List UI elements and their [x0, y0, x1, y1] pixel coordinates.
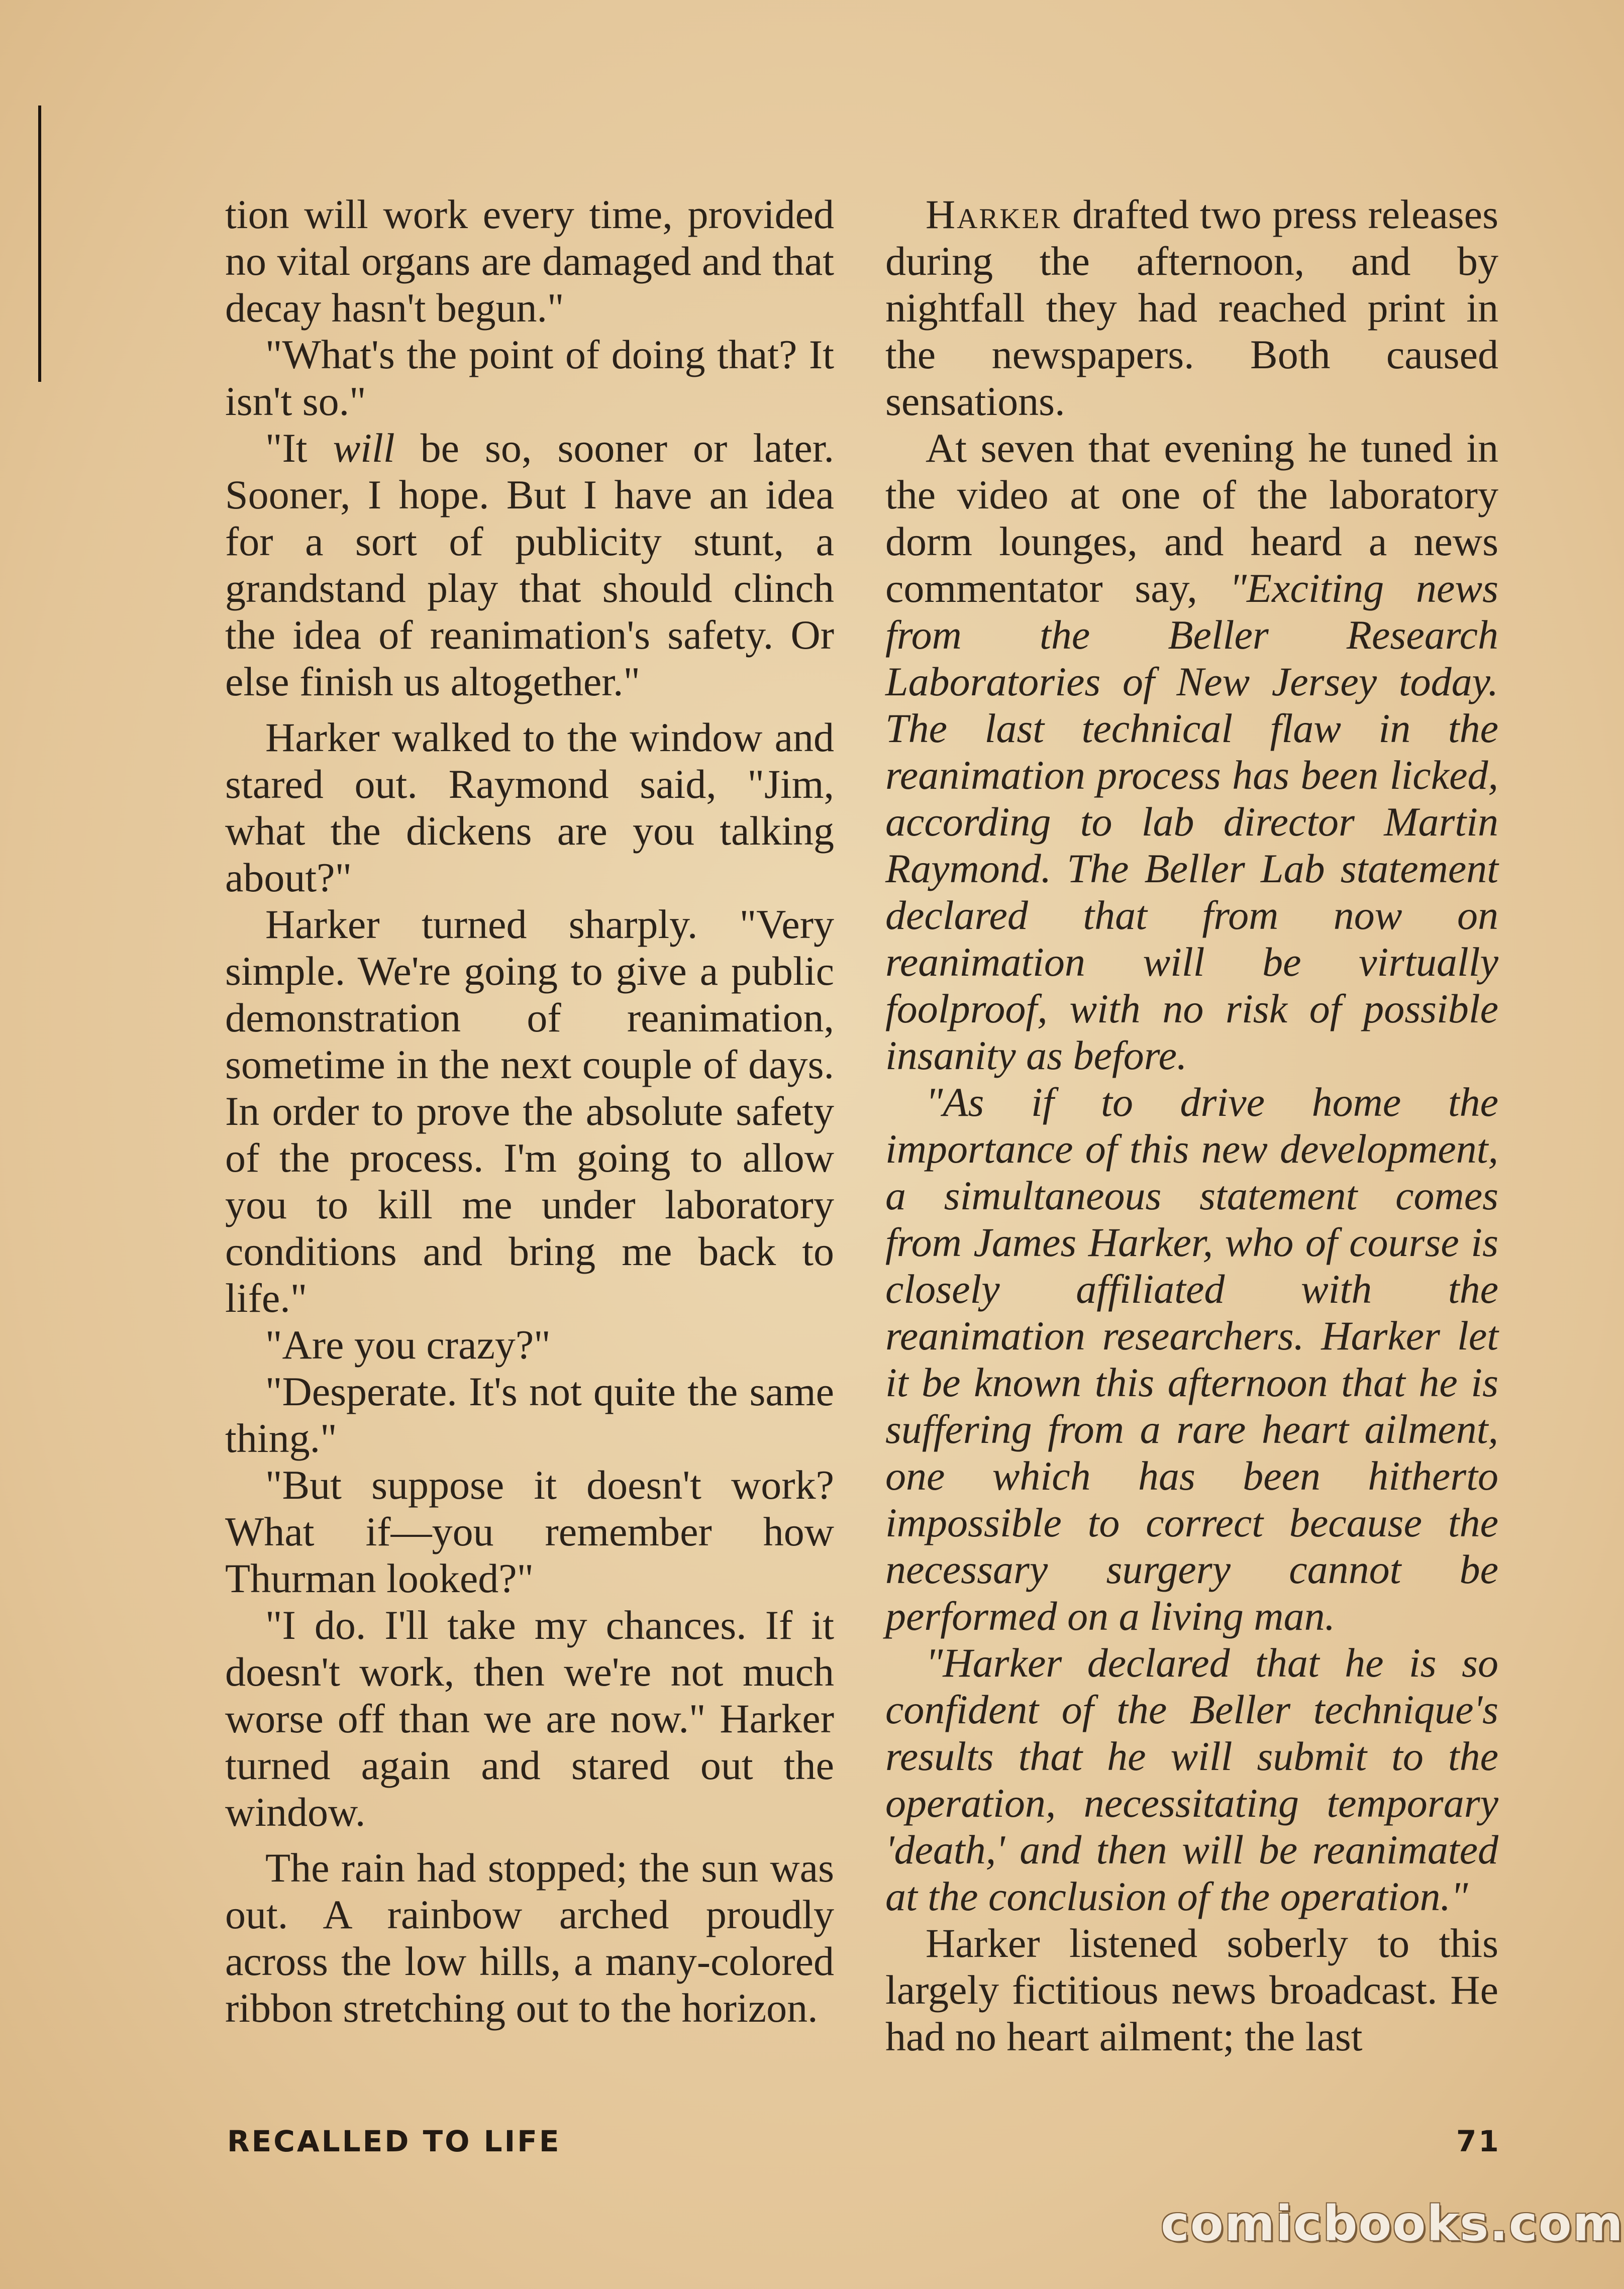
paragraph: "Desperate. It's not quite the same thing." [225, 1369, 834, 1461]
left-column [225, 191, 834, 2031]
paragraph: "Harker declared that he is so confident of the Beller technique's results that he will submit to the operation, necessitating temporary 'death,' and then will be reanimated at the conclusion of the operation." [885, 1640, 1498, 1919]
paragraph: Harker walked to the window and stared out. Raymond said, "Jim, what the dickens are you talking about?" [225, 714, 834, 900]
quoted-broadcast: "Exciting news from the Beller Research Laboratories of New Jersey today. The last technical flaw in the reanimation process has been licked, according to lab director Martin Raymond. The Beller Lab statement declared that from now on reanimation will be virtually foolproof, with no risk of possible insanity as before. [885, 565, 1498, 1078]
text-run: "It [265, 425, 333, 471]
paragraph: "I do. I'll take my chances. If it doesn't work, then we're not much worse off than we are now." Harker turned again and stared out the window. [225, 1602, 834, 1835]
paragraph: The rain had stopped; the sun was out. A rainbow arched proudly across the low hills, a many-colored ribbon stretching out to the horizon. [225, 1845, 834, 2031]
paragraph: "Are you crazy?" [265, 1322, 551, 1368]
paragraph: Harker turned sharply. "Very simple. We're going to give a public demonstration of reanimation, sometime in the next couple of days. In order to prove the absolute safety of the process. I'm going to allow you to kill me under laboratory conditions and bring me back to life." [225, 901, 834, 1321]
page-number: 71 [1456, 2124, 1501, 2158]
paragraph: "What's the point of doing that? It isn't so." [225, 332, 834, 424]
paragraph: tion will work every time, provided no vital organs are damaged and that decay hasn't begun." [225, 191, 834, 331]
paragraph: "As if to drive home the importance of this new development, a simultaneous statement comes from James Harker, who of course is closely affiliated with the reanimation researchers. Harker let it be known this afternoon that he is suffering from a rare heart ailment, one which has been hitherto impossible to correct because the necessary surgery cannot be performed on a living man. [885, 1079, 1498, 1639]
right-column [885, 191, 1498, 2060]
lead-word: Harker [926, 191, 1062, 237]
paragraph: "But suppose it doesn't work? What if—you remember how Thurman looked?" [225, 1462, 834, 1601]
text-run: At seven that evening he tuned in the video at one of the laboratory dorm lounges, and heard a news commentator say, [885, 425, 1498, 611]
text-run: drafted two press releases during the afternoon, and by nightfall they had reached print in the newspapers. Both caused sensations. [885, 191, 1498, 424]
paragraph [885, 191, 1498, 425]
running-footer-title: RECALLED TO LIFE [227, 2124, 561, 2158]
paragraph [885, 425, 1498, 1079]
watermark: comicbooks.com [1161, 2196, 1624, 2252]
paragraph: Harker listened soberly to this largely fictitious news broadcast. He had no heart ailment; the last [885, 1920, 1498, 2059]
paragraph [225, 425, 834, 705]
emphasis: will [333, 425, 395, 471]
text-run: be so, sooner or later. Sooner, I hope. But I have an idea for a sort of publicity stunt, a grandstand play that should clinch the idea of reanimation's safety. Or else finish us altogether." [225, 425, 835, 704]
margin-rule [38, 106, 41, 382]
